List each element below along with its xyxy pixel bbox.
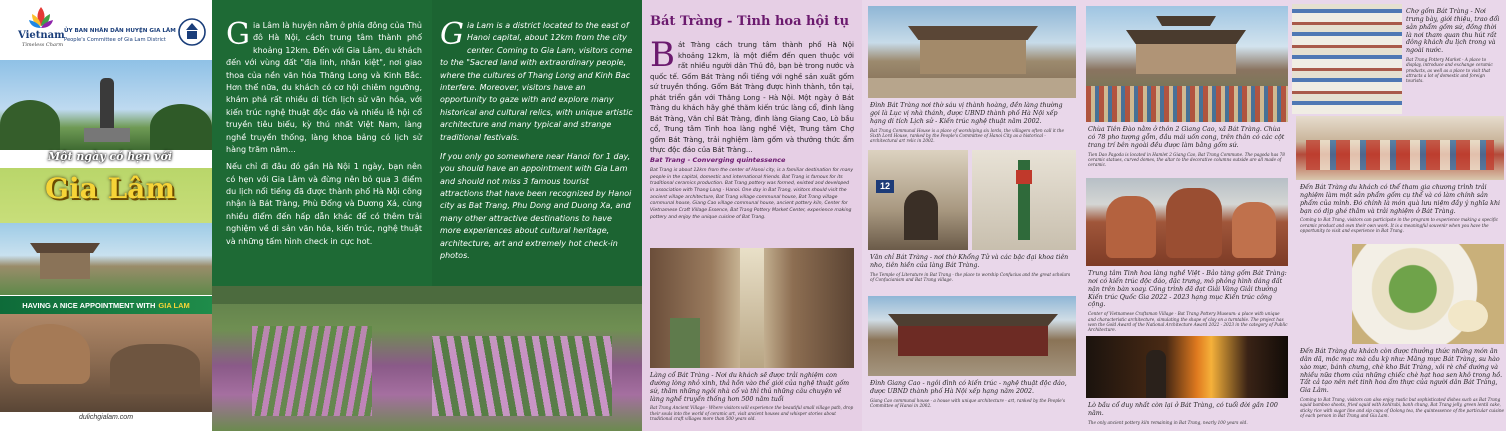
battrang-body-vn-text: át Tràng cách trung tâm thành phố Hà Nội khoảng 12km, là một điểm đến quen thuộc với rất nhiều người dân Thủ đô, bạn bè trong nước và quốc tế. Gốm Bát Tràng nổi tiếng với nghề sản xuất gốm sứ truyền thống. Gốm Bát Tràng được hình thành, tồn tại, phát triển gắn với Thăng Long - Hà Nội. Một ngày ở Bát Tràng du khách hãy ghé thăm kiến trúc làng cổ, đình làng Bát Tràng, Văn chỉ Bát Tràng, đình làng Giang Cao, Lò bầu cổ, Trung tâm Tinh hoa làng nghề Việt, Trung tâm Chợ gốm Bát Tràng, trải nghiệm làm gốm và thưởng thức ẩm thực độc đáo của Bát Tràng...	[650, 41, 854, 154]
brand-name: Vietnam	[18, 30, 65, 41]
battrang-heading: Bát Tràng - Tinh hoa hội tụ	[650, 14, 850, 29]
statue-base	[84, 128, 130, 142]
giang-cao-caption-en: Giang Cao communal house - a house with unique architecture - art, ranked by the People's Committee of Hanoi in 2002.	[870, 397, 1066, 408]
ancient-village-caption	[650, 372, 854, 421]
ancient-village-caption-vn: Làng cổ Bát Tràng - Nơi du khách sẽ được trải nghiệm con đường lòng nhỏ xinh, thả hồn vào thế giới của nghệ thuật gốm sứ, thăm những ngôi nhà cổ và thì thủ những câu chuyện về làng nghề truyền thống hơn 500 năm tuổi	[650, 372, 850, 403]
cuisine-caption	[1300, 348, 1504, 418]
ribbon-highlight: GIA LAM	[158, 300, 190, 310]
gate-arch	[904, 190, 938, 240]
kiln-dome	[10, 324, 90, 384]
kiln-caption-vn: Lò bầu cổ duy nhất còn lại ở Bát Tràng, có tuổi đời gần 100 năm.	[1088, 402, 1278, 417]
battrang-dropcap: B	[650, 35, 675, 75]
temple-banner-photo	[972, 150, 1076, 250]
committee-name-vn: ỦY BAN NHÂN DÂN HUYỆN GIA LÂM	[64, 28, 176, 34]
kiln-mound	[110, 344, 200, 394]
hanoi-emblem-icon	[178, 18, 206, 46]
vanchi-caption-en: The Temple of Literature in Bat Trang - the place to worship Confucius and the great scholars of Confucianism and Bat Trang village.	[870, 271, 1071, 282]
communal-caption	[870, 102, 1074, 143]
market-caption-en: Bat Trang Pottery Market - A place to display, introduce and exchange ceramic products, as well as a place to visit that attracts a lot of domestic and foreign tourists.	[1406, 57, 1493, 84]
relics-panel	[862, 0, 1082, 431]
communal-house-photo	[868, 6, 1076, 98]
experience-caption-vn: Đến Bát Tràng du khách có thể tham gia chương trình trải nghiệm làm một sản phẩm gốm cụ thể và có làm chính sản phẩm của mình. Đó chính là món quà lưu niệm đầy ý nghĩa khi bạn có dịp ghé thăm và trải nghiệm ở Bát Tràng.	[1300, 184, 1501, 215]
essence-caption-vn: Trung tâm Tinh hoa làng nghề Việt - Bảo tàng gốm Bát Tràng: nơi có kiến trúc độc đáo, đặc trưng, mô phỏng hình dáng đất nặn trên bàn xoay. Công trình đã đạt Giải Vàng Giải thưởng Kiến trúc Quốc Gia 2022 - 2023 hạng mục Kiến trúc công cộng.	[1088, 270, 1287, 309]
cover-website[interactable]: dulichgialam.com	[78, 414, 134, 421]
intro-en-para1: ia Lam is a district located to the east of Hanoi capital, about 12km from the city center. Coming to Gia Lam, visitors come to the "Sacred land with extraordinary people, where the cultures of Thang Long and Kinh Bac interfere. Moreover, visitors have an opportunity to gaze with and explore many historical and cultural relics, with unique artistic architecture and many typical and strange traditional festivals.	[440, 21, 633, 142]
pagoda-crowd	[1086, 86, 1288, 122]
field-trees	[212, 286, 642, 304]
giangcao-doors	[898, 326, 1048, 356]
giang-cao-photo	[868, 296, 1076, 376]
statue-shape	[100, 78, 114, 130]
vietnam-lotus-logo	[26, 4, 56, 32]
field-rows-right	[432, 336, 612, 416]
communal-roof	[908, 26, 1038, 40]
vanchi-caption	[870, 254, 1074, 282]
cuisine-caption-en: Coming to Bat Trang, visitors can also enjoy rustic but sophisticated dishes such as Bat Trang squid bamboo shoots, fried squid with kohlrabi, banh chung, Bat Trang jelly, green lentil cake, sticky rice with sugar line and sip cups of Oolong tea, the quintessence of the particular cuisine of each person in Bat Trang and Gia Lam.	[1300, 397, 1505, 418]
pagoda-caption	[1088, 126, 1288, 167]
giangcao-roof	[888, 314, 1058, 326]
intro-en-dropcap: G	[440, 17, 464, 52]
vanchi-caption-vn: Văn chỉ Bát Tràng - nơi thờ Khổng Tử và các bậc đại khoa tiên nho, tiên hiền của làng Bát Tràng.	[870, 254, 1069, 269]
pagoda-body	[40, 253, 90, 279]
pagoda-caption-vn: Chùa Tiên Đào nằm ở thôn 2 Giang Cao, xã Bát Tràng. Chùa có 78 pho tượng gỗm, đầu mái uốn cong, trên thân có các cột trang trí bên ngoài đều được làm bằng gốm sứ.	[1088, 126, 1285, 149]
sticky-rice-bowl	[1448, 300, 1488, 332]
temple-literature-photo	[868, 150, 968, 250]
communal-yard	[868, 78, 1076, 98]
kiln-fire-photo	[1086, 336, 1288, 398]
cuisine-photo	[1352, 244, 1504, 344]
museum-tower-3	[1232, 202, 1276, 258]
cover-header	[0, 0, 212, 60]
experience-caption	[1300, 184, 1504, 233]
cover-pagoda-photo	[0, 223, 212, 295]
museum-tower-2	[1166, 188, 1222, 258]
committee-name-en: People's Committee of Gia Lam District	[64, 37, 166, 43]
cover-ribbon	[0, 296, 212, 314]
essence-caption-en: Center of Vietnamese Craftsman Village - Bat Trang Pottery Museum: a place with unique and characteristic architecture, simulating the shape of clay on a turntable. The project has won the Gold Award of the National Architecture Award 2022 - 2023 in the category of Public Architecture.	[1088, 311, 1288, 333]
communal-caption-vn: Đình Bát Tràng nơi thờ sáu vị thành hoàng, đền làng thường gọi là Lục vị nhà thánh, được UBND thành phố Hà Nội xếp hạng di tích Lịch sử - Kiến trúc nghệ thuật năm 2002.	[870, 102, 1063, 125]
alley-light	[740, 248, 764, 368]
giang-cao-caption	[870, 380, 1074, 408]
cover-title-script: Một ngày có hẹn với	[47, 150, 173, 163]
essence-caption	[1088, 270, 1288, 332]
kiln-caption	[1088, 402, 1288, 425]
ancient-village-caption-en: Bat Trang Ancient Village - Where visitors will experience the beautiful small village path, drop their souls into the world of ceramic art, visit ancient houses and whisper stories about traditional craft villages more than 500 years old.	[650, 405, 854, 421]
field-rows-left	[252, 326, 372, 416]
museum-photo	[1086, 178, 1288, 266]
ancient-village-photo	[650, 248, 854, 368]
trees-left	[0, 100, 60, 150]
trees-right	[150, 104, 212, 150]
house-number-sign: 12	[876, 180, 894, 193]
museum-tower-1	[1106, 196, 1156, 258]
experience-caption-en: Coming to Bat Trang, visitors can participate in the program to experience making a specific ceramic product and own their own work. It is a meaningful souvenir when you have the opportunity to visit and experience in Bat Trang.	[1300, 217, 1498, 233]
cover-kiln-photo	[0, 314, 212, 412]
intro-vn-para1: ia Lâm là huyện nằm ở phía đông của Thủ đô Hà Nội, cách trung tâm thành phố khoảng 12km. Đến với Gia Lâm, du khách đến với vùng đất "địa linh, nhân kiệt", nơi giao thoa của nền văn hóa Thăng Long và Kinh Bắc. Hơn thế nữa, du khách có cơ hội chiêm ngưỡng, khám phá rất nhiều di tích lịch sử văn hóa, với kiến trúc nghệ thuật độc đáo và nhiều lễ hội cổ truyền tiêu biểu, kỳ thú nhất Việt Nam, làng nghề truyền thống, làng khoa bảng có lịch sử hàng trăm năm...	[226, 21, 422, 154]
communal-wall	[920, 40, 1026, 74]
market-panel	[1292, 0, 1506, 431]
cover-title-main: Gia Lâm	[45, 172, 175, 205]
communal-caption-en: Bat Trang Communal House is a place of worshiping six lords, the villagers often call it the Sixth Lord House, ranked by the People's Committee of Hanoi City as a historical - architectural art relic in 2002.	[870, 127, 1064, 144]
intro-vn-text	[226, 17, 422, 248]
giang-cao-caption-vn: Đình Giang Cao - ngôi đình có kiến trúc - nghệ thuật độc đáo, được UBND thành phố Hà Nội xếp hạng năm 2002.	[870, 380, 1067, 395]
pagoda-photo	[1086, 6, 1288, 122]
intro-vn-dropcap: G	[226, 17, 250, 52]
brand-slogan: Timeless Charm	[22, 42, 64, 48]
battrang-body-en: Bat Trang is about 12km from the center of Hanoi city, is a familiar destination for many people in the capital, domestic and international friends. Bat Trang is famous for its traditional ceramics production. Bat Trang pottery was formed, existed and developed in association with Thang Long - Hanoi. One day in Bat Trang, visitors should visit the ancient village architecture, Bat Trang village communal house, Bat Trang village communal house, Giang Cao village communal house, ancient pottery kiln, Center for Vietnamese Craft Village Essence, Bat Trang Pottery Market Center, experience making pottery and enjoy the unique cuisine of Bat Trang.	[650, 168, 854, 220]
battrang-body-vn	[650, 35, 854, 156]
alley-plants	[670, 318, 700, 368]
market-caption	[1406, 8, 1502, 83]
intro-vn-para2: Nếu chỉ đi đâu đó gần Hà Nội 1 ngày, bạn nên có hẹn với Gia Lâm và đừng nên bỏ qua 3 điểm du lịch nổi tiếng đã được thành phố Hà Nội công nhận là Bát Tràng, Phù Đổng và Dương Xá, cùng nhiều điểm đến hấp dẫn khác để có thêm trải nghiệm về di sản văn hóa, kiến trúc, nghệ thuật và những tấm hình check in cực hot.	[226, 162, 422, 246]
museum-panel	[1082, 0, 1292, 431]
flower-field-photo	[212, 286, 642, 431]
kiln-caption-en: The only ancient pottery kiln remaining in Bat Trang, nearly 100 years old.	[1088, 419, 1248, 425]
pagoda-roof	[30, 243, 100, 253]
banner-red	[1016, 170, 1032, 184]
cuisine-caption-vn: Đến Bát Tràng du khách còn được thưởng thức những món ăn dân dã, mộc mạc mà cầu kỳ như: Măng mực Bát Tràng, su hào xào mực, bánh chưng, chè kho Bát Tràng, xôi rè chế dướng và nhiều nữa thơm của những chiếc chè hạt hoa sen khô trong hồ. Tất cả tạo nên nét tinh hoa ẩm thực của người dân Bát Tràng, Gia Lâm.	[1300, 348, 1503, 395]
intro-en-para2: If you only go somewhere near Hanoi for 1 day, you should have an appointment with Gia Lam and should not miss 3 famous tourist attractions that have been recognized by Hanoi city as Bat Trang, Phu Dong and Duong Xa, and many other attractive destinations to have more experiences about cultural heritage, architecture, art and extremely hot check-in photos.	[440, 151, 632, 261]
intro-en-text	[440, 17, 634, 262]
market-caption-vn: Chợ gốm Bát Tràng - Nơi trưng bày, giới thiệu, trao đổi sản phẩm gốm sứ, đồng thời là nơi tham quan thu hút rất đông khách du lịch trong và ngoài nước.	[1406, 8, 1500, 55]
cover-statue-photo	[0, 60, 212, 150]
market-photo	[1292, 4, 1402, 114]
battrang-subheading-en: Bat Trang - Converging quintessence	[650, 156, 786, 164]
pottery-workshop-photo	[1296, 116, 1504, 180]
pagoda-mid-roof	[1126, 30, 1246, 44]
workshop-children	[1306, 140, 1494, 170]
cover-panel	[0, 0, 212, 431]
battrang-text-panel	[642, 0, 862, 431]
pagoda-caption-en: Tien Dao Pagoda is located in Hamlet 2 Giang Cao, Bat Trang Commune. The pagoda has 78 ceramic statues, curved domes, the altar to the decorative columns outside are all made of ceramic.	[1088, 151, 1285, 168]
pagoda-wall	[1136, 44, 1236, 74]
pagoda-top-roof	[1156, 16, 1216, 26]
kiln-worker	[1146, 350, 1166, 398]
ribbon-prefix: HAVING A NICE APPOINTMENT WITH	[22, 300, 156, 310]
